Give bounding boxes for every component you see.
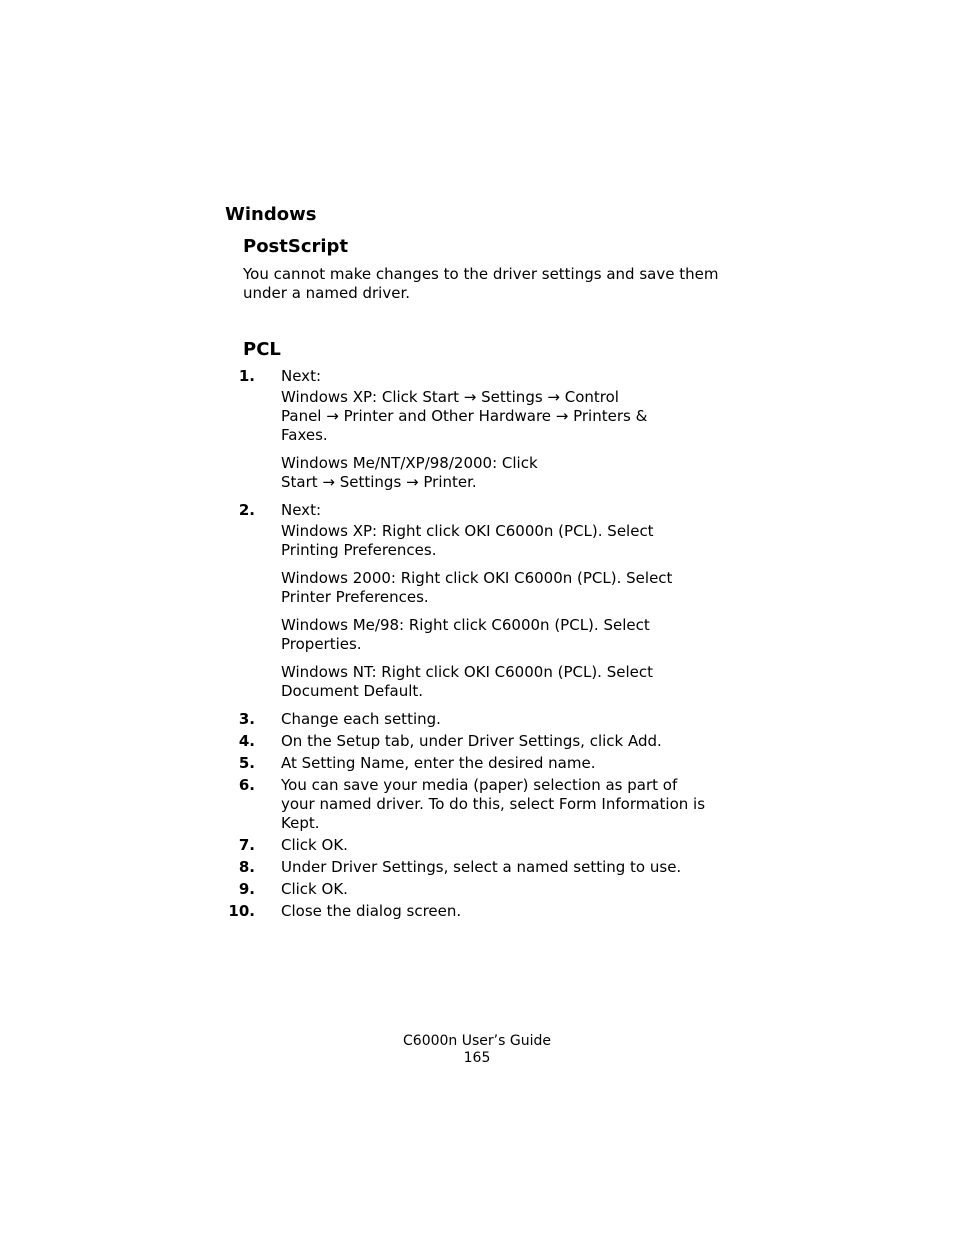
postscript-text-line: You cannot make changes to the driver settings and save them (243, 265, 719, 283)
footer-guide-title: C6000n User’s Guide (403, 1033, 551, 1049)
step-text-line: Windows NT: Right click OKI C6000n (PCL). Select (281, 663, 653, 681)
step-text-line: Next: (281, 367, 321, 385)
step-text-line: Faxes. (281, 426, 328, 444)
footer-page-number: 165 (463, 1050, 491, 1066)
step-number: 9. (238, 880, 255, 898)
postscript-heading: PostScript (243, 236, 349, 257)
step-number: 1. (238, 367, 255, 385)
step-text-line: Windows XP: Right click OKI C6000n (PCL). Select (281, 522, 654, 540)
step-text-line: Under Driver Settings, select a named setting to use. (281, 858, 682, 876)
step-text-line: You can save your media (paper) selection as part of (281, 776, 678, 794)
step-number: 6. (238, 776, 255, 794)
step-number: 8. (238, 858, 255, 876)
step-text-line: Windows Me/98: Right click C6000n (PCL). Select (281, 616, 650, 634)
step-text-line: At Setting Name, enter the desired name. (281, 754, 596, 772)
step-number: 4. (238, 732, 255, 750)
step-number: 2. (238, 501, 255, 519)
step-number: 10. (228, 902, 255, 920)
step-text-line: Windows XP: Click Start → Settings → Control (281, 388, 619, 406)
postscript-text-line: under a named driver. (243, 284, 411, 302)
step-number: 7. (238, 836, 255, 854)
section-title: Windows (225, 204, 317, 225)
step-text-line: Printer Preferences. (281, 588, 429, 606)
step-number: 3. (238, 710, 255, 728)
step-text-line: Change each setting. (281, 710, 441, 728)
step-text-line: Properties. (281, 635, 362, 653)
step-text-line: Windows Me/NT/XP/98/2000: Click (281, 454, 538, 472)
step-text-line: Start → Settings → Printer. (281, 473, 477, 491)
step-text-line: On the Setup tab, under Driver Settings, click Add. (281, 732, 662, 750)
step-text-line: Panel → Printer and Other Hardware → Printers & (281, 407, 648, 425)
step-text-line: Next: (281, 501, 321, 519)
step-text-line: Kept. (281, 814, 320, 832)
step-text-line: Windows 2000: Right click OKI C6000n (PCL). Select (281, 569, 673, 587)
step-text-line: Document Default. (281, 682, 424, 700)
step-text-line: Click OK. (281, 880, 348, 898)
step-number: 5. (238, 754, 255, 772)
pcl-heading: PCL (243, 339, 281, 360)
step-text-line: Close the dialog screen. (281, 902, 462, 920)
step-text-line: your named driver. To do this, select Form Information is (281, 795, 706, 813)
step-text-line: Click OK. (281, 836, 348, 854)
step-text-line: Printing Preferences. (281, 541, 437, 559)
